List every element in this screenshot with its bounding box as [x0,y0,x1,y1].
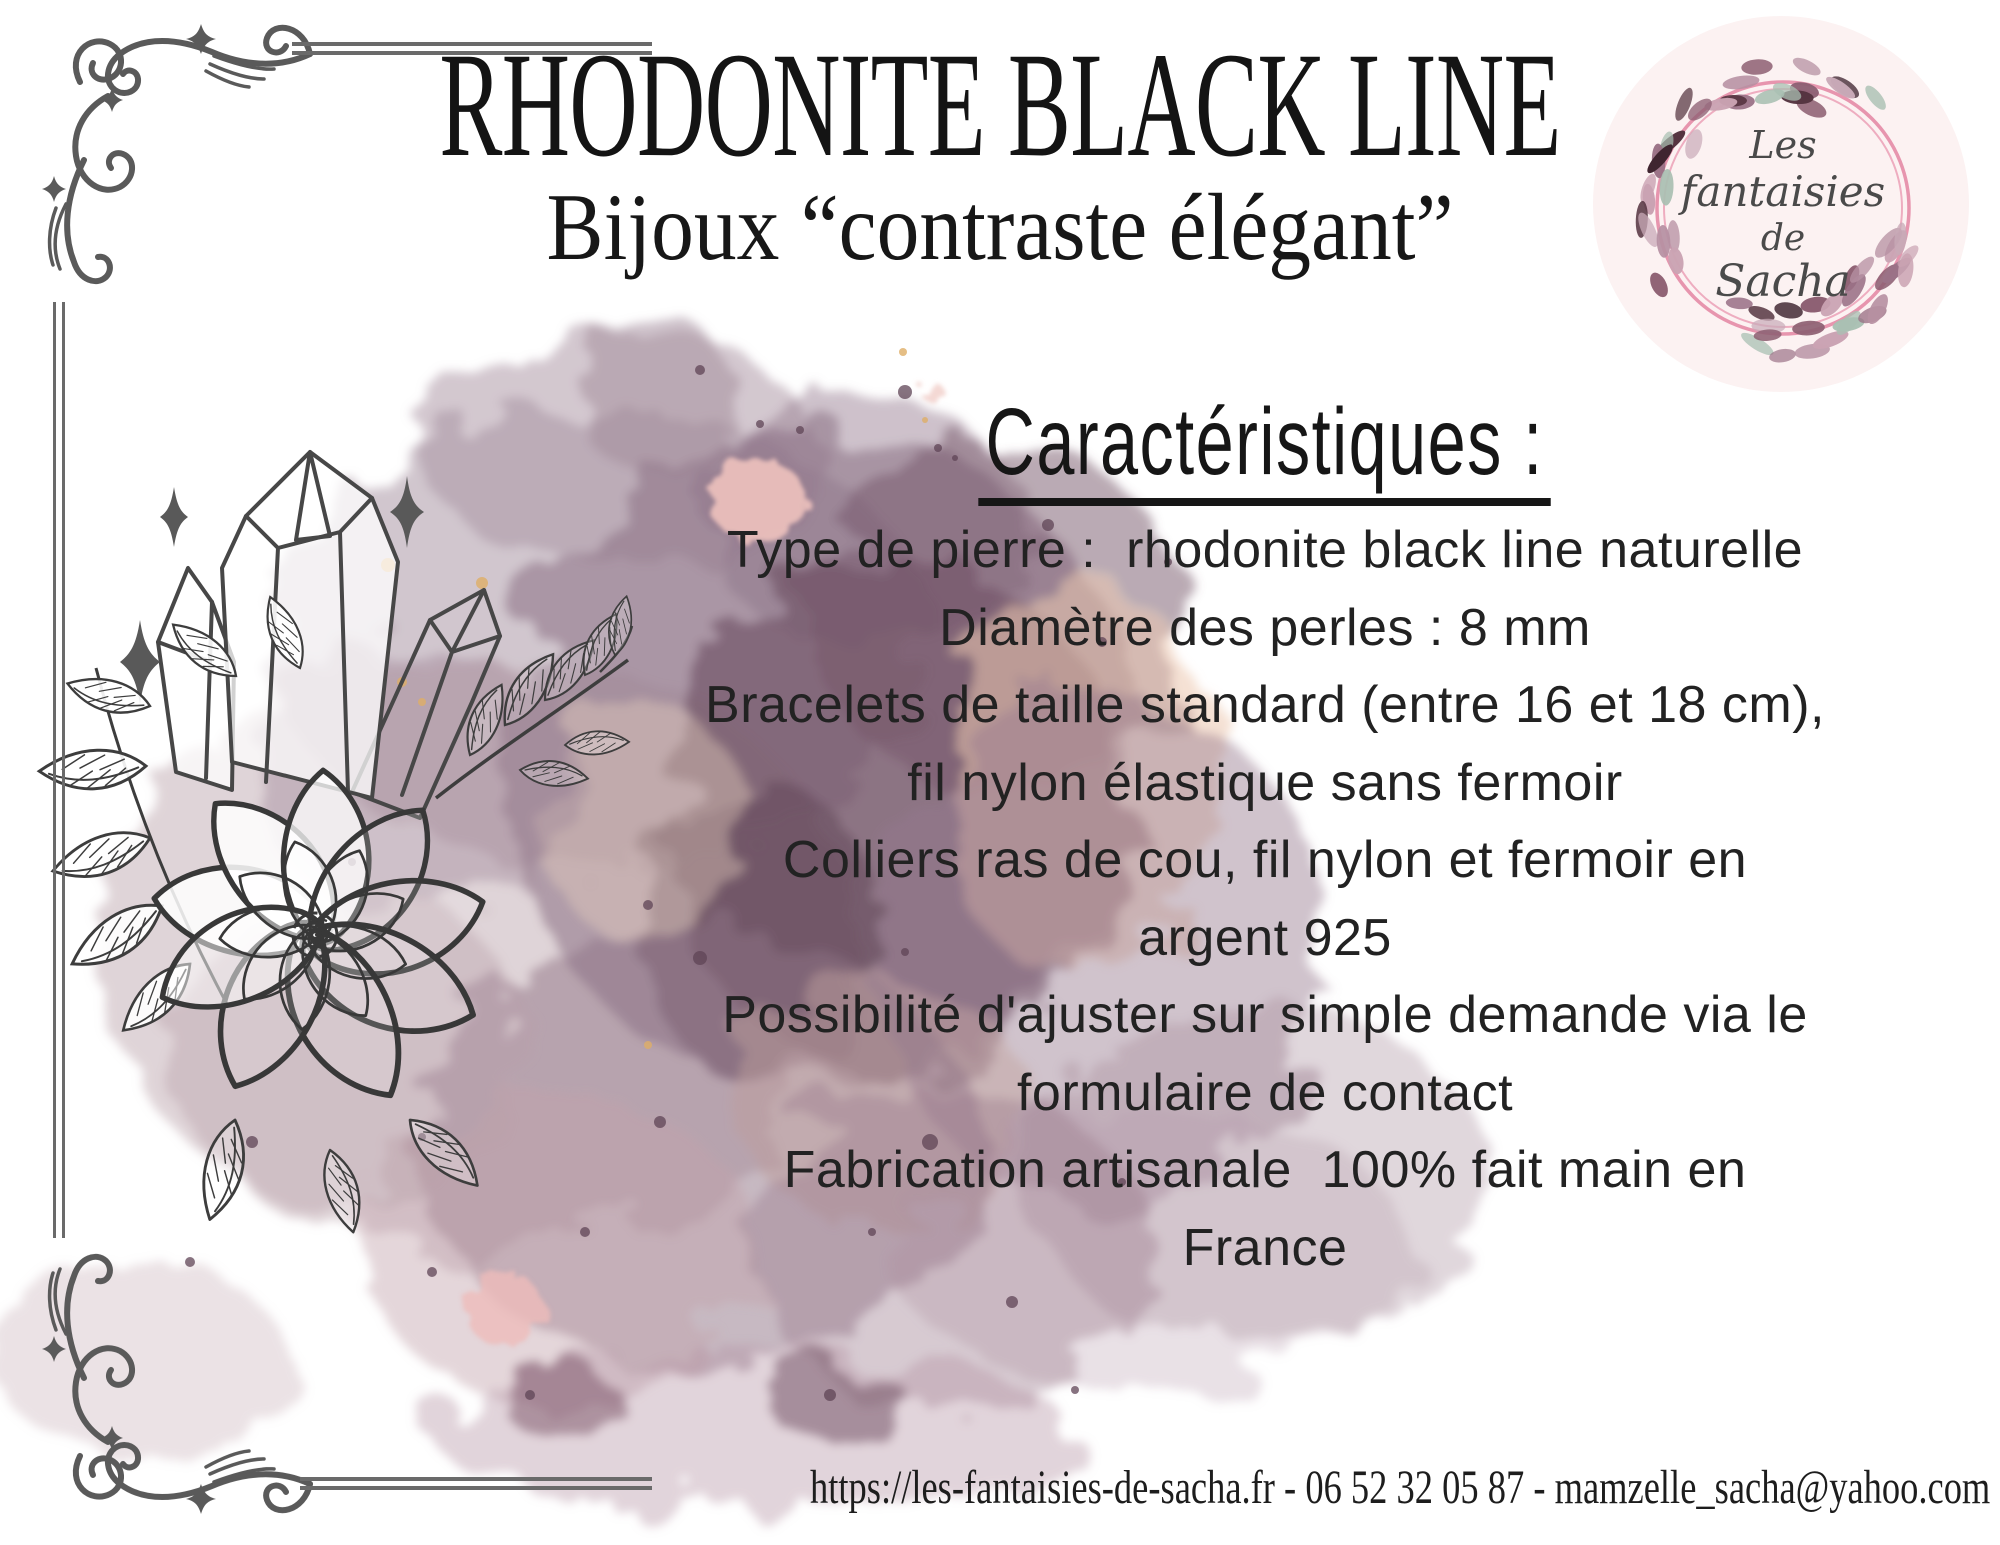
spec-line: fil nylon élastique sans fermoir [907,753,1623,812]
section-heading: Caractéristiques : [979,392,1552,506]
footer-contact: https://les-fantaisies-de-sacha.fr - 06 52 32 05 87 - mamzelle_sacha@yahoo.com [810,1461,1991,1514]
page-title: RHODONITE BLACK LINE [439,22,1561,188]
page-subtitle: Bijoux “contraste élégant” [546,174,1454,280]
spec-line: France [1182,1218,1348,1277]
spec-list [640,512,1890,1287]
logo-text-line3: de [1760,218,1806,259]
spec-line: Possibilité d'ajuster sur simple demande via le [722,986,1808,1044]
spec-line: formulaire de contact [1016,1063,1514,1122]
logo-text-line2: fantaisies [1680,167,1886,216]
logo-text-line1: Les [1749,123,1817,167]
spec-line: Type de pierre : rhodonite black line naturelle [726,521,1804,579]
logo-text-line4: Sacha [1715,256,1851,307]
frame-line-bottom [300,1477,652,1490]
spec-line: Colliers ras de cou, fil nylon et fermoir en [782,831,1748,889]
spec-line: Diamètre des perles : 8 mm [939,598,1591,657]
spec-line: Bracelets de taille standard (entre 16 et 18 cm), [705,676,1825,734]
brand-logo [1585,8,1977,400]
spec-line: Fabrication artisanale 100% fait main en [783,1141,1747,1199]
frame-line-left [53,302,65,1238]
spec-line: argent 925 [1138,908,1392,967]
corner-flourish-bottom-left [8,1210,328,1530]
